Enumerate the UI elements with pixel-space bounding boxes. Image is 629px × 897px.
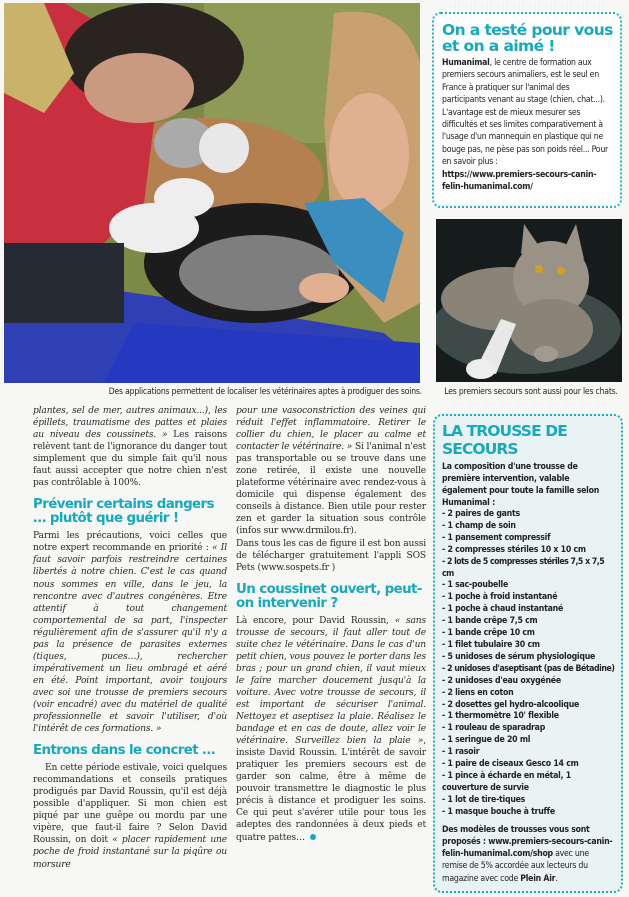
col2-p3-quote: « sans trousse de secours, il faut aller tout de suite chez le vétérinaire. Dans le cas d'un petit chien, vous pouvez le porter dans les bras ; pour un grand chien, il vaut mieux le faire marcher doucement jusqu'à la voiture. Avec votre trousse de secours, il est important de sécuriser l'animal. Nettoyez et aseptisez la plaie. Réalisez le bandage et en cas de doute, allez voir le vétérinaire. Surveillez bien la plaie »	[236, 615, 427, 747]
kit-item: - 1 rouleau de sparadrap	[442, 723, 546, 734]
kit-box-title: LA TROUSSE DE SECOURS	[442, 422, 567, 458]
kit-item: - 1 sac-poubelle	[442, 580, 509, 591]
kit-item: - 2 lots de 5 compresses stériles 7,5 x 7,5 cm	[442, 556, 605, 579]
kit-item: - 1 masque bouche à truffe	[442, 806, 555, 817]
heading-prevenir: Prévenir certains dangers … plutôt que guérir !	[33, 497, 214, 527]
kit-intro: La composition d'une trousse de première intervention, valable également pour toute la famille selon Humanimal :	[442, 462, 600, 508]
bandaged-cat-photo	[436, 219, 622, 382]
kit-item: - 1 bande crêpe 7,5 cm	[442, 616, 538, 627]
kit-outro	[442, 824, 616, 885]
tested-box	[432, 12, 622, 208]
col1-p3-quote: « placer rapidement une poche de froid instantané sur la piqûre ou morsure	[33, 835, 227, 870]
col2-p1-text: Si l'animal n'est pas transportable ou se trouve dans une zone retirée, il existe une nouvelle plateforme vétérinaire avec rendez-vous à domicile qui dispense également des conseils à distance. Bien utile pour rester zen et garder la situation sous contrôle (infos sur www.drmilou.fr).	[236, 442, 426, 537]
col1-p2-lead: Parmi les précautions, voici celles que notre expert recommande en priorité :	[33, 531, 227, 554]
humanimal-link[interactable]: https://www.premiers-secours-canin-felin-humanimal.com/	[442, 169, 597, 193]
col2-p3-lead: Là encore, pour David Roussin,	[236, 615, 395, 626]
kit-item: - 1 pansement compressif	[442, 532, 551, 543]
kit-item: - 2 compresses stériles 10 x 10 cm	[442, 544, 586, 555]
kit-item: - 1 poche à froid instantané	[442, 592, 558, 603]
end-of-article-dot-icon	[310, 834, 316, 840]
main-photo-caption: Des applications permettent de localiser les vétérinaires aptes à prodiguer des soins.	[108, 387, 422, 397]
article-column-2	[236, 405, 426, 844]
col1-p2-quote: « Il faut savoir parfois restreindre certaines libertés à notre chien. C'est le cas quand nous sommes en ville, dans le jeu, la rencontre avec d'autres congénères. Etre attentif à tout changement comportemental de sa part, l'inspecter régulièrement afin de s'assurer qu'il n'y a pas la présence de parasites externes (tiques, puces…), rechercher impérativement un lieu ombragé et aéré en été. Point important, avoir toujours avec soi une trousse de premiers secours (voir encadré) avec du matériel de qualité professionnelle et savoir l'utiliser, d'où l'intérêt de ces formations. »	[33, 543, 227, 735]
heading-entrons: Entrons dans le concret …	[33, 743, 215, 759]
kit-item: - 2 liens en coton	[442, 687, 514, 698]
tested-box-title	[442, 22, 614, 54]
kit-item: - 1 paire de ciseaux Gesco 14 cm	[442, 759, 579, 770]
promo-code: Plein Air	[520, 873, 556, 884]
col1-paragraph-3	[33, 762, 227, 870]
cat-photo-caption: Les premiers secours sont aussi pour les chats.	[444, 387, 618, 397]
first-aid-training-photo	[4, 3, 420, 383]
col2-p3-text: , insiste David Roussin. L'intérêt de savoir pratiquer les premiers secours est de garder son calme, être à même de pouvoir transmettre le diagnostic le plus précis à distance et prodiguer les soins. Ce qui peut s'avérer utile pour tous les adeptes des randonnées à deux pieds et quatre pattes…	[236, 736, 426, 843]
col1-p1-quote: plantes, sel de mer, autres animaux...), les épillets, traumatisme des pattes et plaies au niveau des coussinets. »	[33, 406, 227, 441]
tested-box-text: , le centre de formation aux premiers secours animaliers, est le seul en France à pratiquer sur l'animal des participants venant au stage (chien, chat...). L'avantage est de mieux mesurer ses difficultés et ses limites comparativement à l'usage d'un mannequin en plastique qui ne bouge pas, ne pèse pas son poids réel... Pour en savoir plus :	[442, 58, 608, 168]
kit-item: - 1 seringue de 20 ml	[442, 735, 531, 746]
kit-item: - 2 unidoses d'eau oxygénée	[442, 675, 561, 686]
col1-paragraph-1	[33, 405, 227, 489]
article-column-1	[33, 405, 227, 871]
tested-box-title-line2: et on a aimé !	[442, 37, 555, 55]
brand-name: Humanimal	[442, 58, 490, 68]
col2-paragraph-1	[236, 405, 426, 538]
col2-paragraph-2: Dans tous les cas de figure il est bon aussi de télécharger gratuitement l'appli SOS Pets (www.sospets.fr )	[236, 538, 426, 573]
tested-box-body	[442, 57, 614, 193]
kit-item: - 1 poche à chaud instantané	[442, 604, 563, 615]
col2-paragraph-3	[236, 615, 426, 844]
kit-item: - 2 unidoses d'aseptisant (pas de Bétadine)	[442, 663, 615, 674]
main-photo	[4, 3, 420, 383]
kit-items-list	[442, 509, 616, 819]
kit-item: - 5 unidoses de sérum physiologique	[442, 651, 596, 662]
kit-item: - 2 dosettes gel hydro-alcoolique	[442, 699, 580, 710]
heading-coussinet: Un coussinet ouvert, peut-on intervenir ?	[236, 581, 422, 611]
cat-photo	[436, 219, 622, 382]
col1-p1-text: Les raisons relèvent tant de l'ignorance du danger tout simplement que du simple fait qu'il nous faut aussi accepter que notre chien n'est pas contrôlable à 100%.	[33, 430, 227, 489]
kit-outro-end: .	[555, 873, 558, 884]
kit-item: - 1 filet tubulaire 30 cm	[442, 639, 540, 650]
kit-item: - 1 lot de tire-tiques	[442, 794, 526, 805]
kit-outro-lead: Des modèles de trousses vous sont proposés :	[442, 824, 590, 847]
col1-p3-lead: En cette période estivale, voici quelques recommandations et conseils pratiques prodigués par David Roussin, qu'il est déjà possible d'appliquer. Si mon chien est piqué par une guêpe ou mordu par une vipère, que faut-il faire ? Selon David Roussin, on doit	[33, 763, 227, 846]
kit-item: - 2 paires de gants	[442, 509, 520, 519]
kit-shop-link[interactable]: www.premiers-secours-canin-felin-humanimal.com/shop	[442, 836, 613, 860]
kit-outro-mid: avec une remise de 5% accordée aux lecteurs du magazine avec code	[442, 849, 589, 884]
first-aid-kit-box	[433, 414, 623, 893]
col2-p1-quote: pour une vasoconstriction des veines qui réduit l'effet inflammatoire. Retirer le collier du chien, le placer au calme et contacter le vétérinaire. »	[236, 406, 426, 453]
kit-item: - 1 pince à écharde en métal, 1 couverture de survie	[442, 770, 571, 793]
kit-item: - 1 thermomètre 10' flexible	[442, 711, 559, 722]
kit-item: - 1 rasoir	[442, 747, 480, 758]
tested-box-title-line1: On a testé pour vous	[442, 21, 613, 39]
kit-item: - 1 bande crêpe 10 cm	[442, 628, 535, 639]
kit-item: - 1 champ de soin	[442, 520, 516, 531]
col1-paragraph-2	[33, 530, 227, 735]
